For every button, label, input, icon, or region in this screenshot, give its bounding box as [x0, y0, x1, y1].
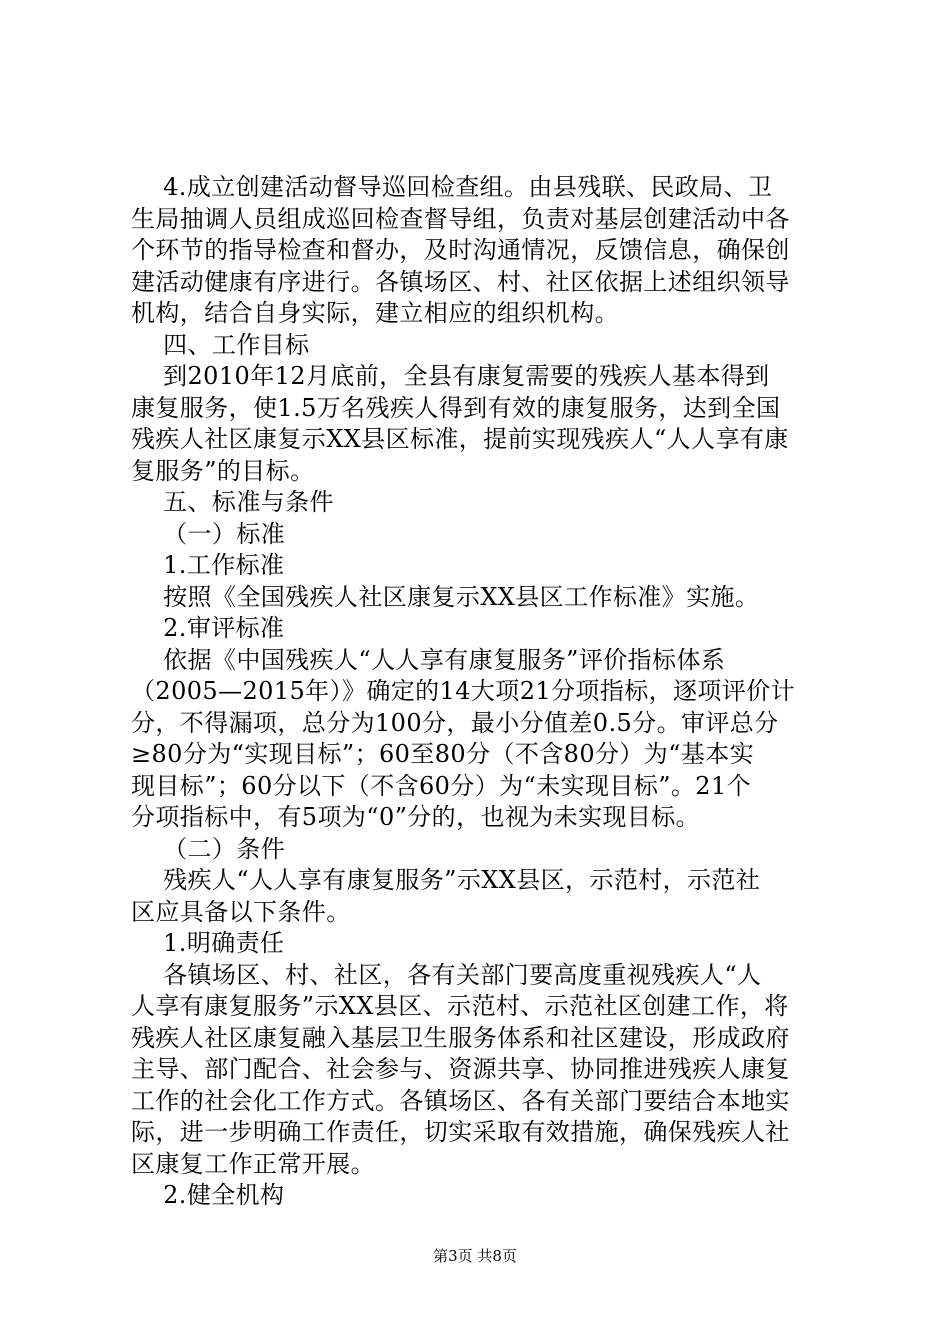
text-line: 4.成立创建活动督导巡回检查组。由县残联、民政局、卫 — [131, 173, 773, 201]
text-line: 依据《中国残疾人“人人享有康复服务”评价指标体系 — [131, 645, 726, 674]
text-line: 现目标”；60分以下（不含60分）为“未实现目标”。21个 — [131, 771, 752, 800]
text-line: 际，进一步明确工作责任，切实采取有效措施，确保残疾人社 — [131, 1118, 790, 1146]
text-line: 建活动健康有序进行。各镇场区、村、社区依据上述组织领导 — [131, 267, 790, 296]
section-heading: 五、标准与条件 — [131, 488, 334, 516]
text-line: 残疾人社区康复示XX县区标准，提前实现残疾人“人人享有康 — [131, 425, 789, 453]
subsection-heading: （一）标准 — [131, 519, 286, 548]
page-footer: 第3页 共8页 — [433, 1247, 517, 1265]
text-line: 残疾人社区康复融入基层卫生服务体系和社区建设，形成政府 — [131, 1023, 790, 1052]
text-line: 区应具备以下条件。 — [131, 897, 351, 926]
text-line: 个环节的指导检查和督办，及时沟通情况，反馈信息，确保创 — [131, 236, 790, 264]
text-line: 分项指标中，有5项为“0”分的，也视为未实现目标。 — [131, 803, 701, 831]
text-line: 各镇场区、村、社区，各有关部门要高度重视残疾人“人 — [131, 960, 762, 989]
item-heading: 1.工作标准 — [131, 551, 285, 579]
text-line: 人享有康复服务”示XX县区、示范村、示范社区创建工作，将 — [131, 992, 789, 1020]
text-line: 残疾人“人人享有康复服务”示XX县区，示范村，示范社 — [131, 866, 761, 894]
text-line: ≥80分为“实现目标”；60至80分（不含80分）为“基本实 — [131, 740, 755, 768]
text-line: 分，不得漏项，总分为100分，最小分值差0.5分。审评总分 — [131, 708, 779, 737]
item-heading: 2.审评标准 — [131, 614, 285, 642]
item-heading: 1.明确责任 — [131, 929, 285, 957]
text-line: 机构，结合自身实际，建立相应的组织机构。 — [131, 299, 619, 327]
text-line: 到2010年12月底前，全县有康复需要的残疾人基本得到 — [131, 362, 770, 390]
item-heading: 2.健全机构 — [131, 1181, 285, 1209]
subsection-heading: （二）条件 — [131, 834, 286, 863]
text-line: （2005—2015年）》确定的14大项21分项指标，逐项评价计 — [131, 677, 796, 705]
text-line: 生局抽调人员组成巡回检查督导组，负责对基层创建活动中各 — [131, 204, 790, 233]
text-line: 按照《全国残疾人社区康复示XX县区工作标准》实施。 — [131, 582, 760, 611]
section-heading: 四、工作目标 — [131, 330, 310, 359]
text-line: 复服务”的目标。 — [131, 456, 315, 485]
text-line: 区康复工作正常开展。 — [131, 1149, 375, 1178]
text-line: 康复服务，使1.5万名残疾人得到有效的康复服务，达到全国 — [131, 393, 781, 422]
document-body — [131, 172, 831, 1212]
text-line: 工作的社会化工作方式。各镇场区、各有关部门要结合本地实 — [131, 1086, 790, 1115]
text-line: 主导、部门配合、社会参与、资源共享、协同推进残疾人康复 — [131, 1055, 790, 1083]
